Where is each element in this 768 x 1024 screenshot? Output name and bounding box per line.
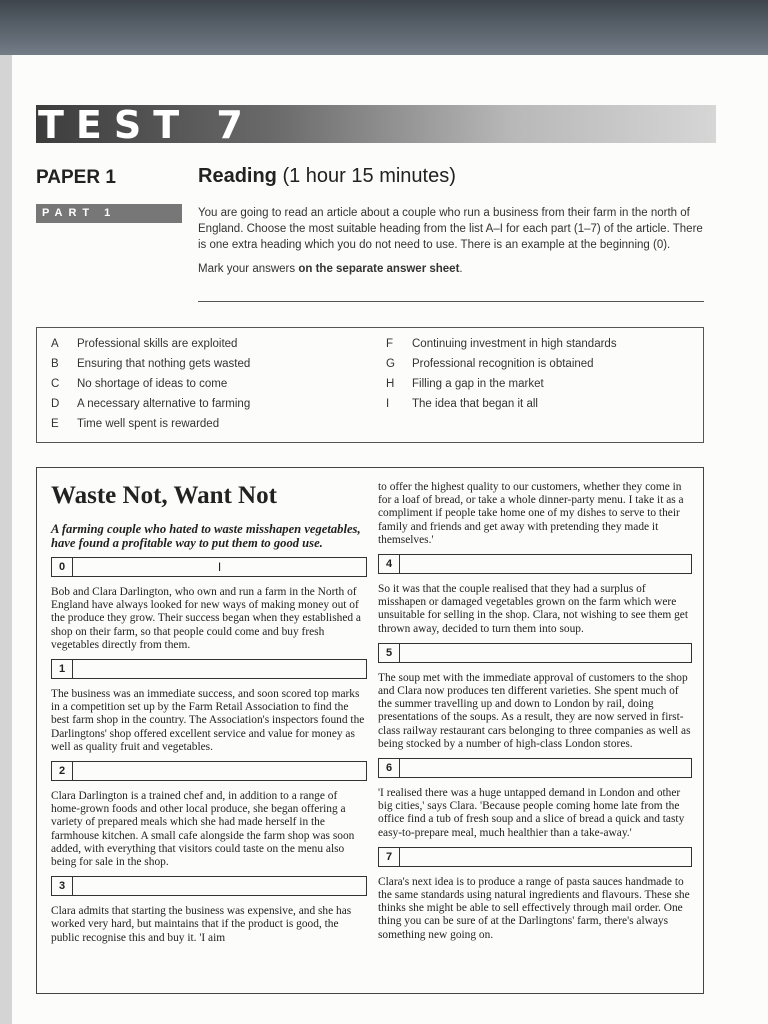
paragraph-3-continued: to offer the highest quality to our customers, whether they come in for a loaf of bread, or take a whole dinner-party menu. I take it as a compliment if people take home one of my dishes to serve to their family and friends and get away with pretending they made it themselves.'	[378, 481, 684, 546]
part-label: PART 1	[36, 204, 182, 223]
heading-item: G Professional recognition is obtained	[386, 358, 594, 370]
paragraph-7: Clara's next idea is to produce a range of pasta sauces handmade to the same standards using natural ingredients and flavours. These she thinks she might be able to sell effectively through mail order. One thing you can be sure of at the Darlingtons' farm, there's always something new going on.	[378, 875, 690, 941]
article-subtitle: A farming couple who hated to waste misshapen vegetables, have found a profitable way to put them to good use.	[51, 522, 361, 550]
heading-item: F Continuing investment in high standards	[386, 338, 617, 350]
heading-item: I The idea that began it all	[386, 398, 538, 410]
answer-box-2[interactable]: 2	[51, 761, 367, 781]
headings-list	[36, 327, 704, 443]
heading-item: H Filling a gap in the market	[386, 378, 544, 390]
paragraph-2: Clara Darlington is a trained chef and, in addition to a range of home-grown foods and other local produce, she began offering a variety of prepared meals which she had made herself in the farmhouse kitchen. A small cafe alongside the farm shop was soon added, with everything that visitors could taste on the menu also being for sale in the shop.	[51, 790, 355, 869]
reading-duration: (1 hour 15 minutes)	[282, 165, 456, 187]
article-column-right	[378, 481, 692, 942]
paragraph-3: Clara admits that starting the business was expensive, and she has worked very hard, but maintains that if the product is good, the public recognise this and buy it. 'I aim	[51, 905, 352, 944]
heading-item: B Ensuring that nothing gets wasted	[51, 358, 251, 370]
answer-box-1[interactable]: 1	[51, 659, 367, 679]
example-answer: I	[217, 560, 222, 574]
article-title: Waste Not, Want Not	[51, 482, 277, 509]
answer-box-7[interactable]: 7	[378, 847, 692, 867]
example-answer-box: 0 I	[51, 557, 367, 577]
headings-column-right	[386, 338, 617, 418]
scanner-background	[0, 0, 768, 58]
instructions	[198, 205, 710, 285]
paper-label: PAPER 1	[36, 167, 116, 188]
paragraph-5: The soup met with the immediate approval of customers to the shop and Clara now produces ten different varieties. She spent much of the summer travelling up and down to London by rail, doing presentations of the soups. As a result, they are now served in first-class railway restaurant cars belonging to three companies as well as being stocked by a number of high-class London stores.	[378, 671, 691, 750]
heading-item: C No shortage of ideas to come	[51, 378, 228, 390]
answer-sheet-note: Mark your answers on the separate answer sheet.	[198, 263, 463, 275]
reading-heading	[198, 165, 456, 188]
heading-item: A Professional skills are exploited	[51, 338, 238, 350]
heading-item: D A necessary alternative to farming	[51, 398, 251, 410]
instructions-text: You are going to read an article about a couple who run a business from their farm in the north of England. Choose the most suitable heading from the list A–I for each part (1–7) of the article. There is one extra heading which you do not need to use. There is an example at the beginning (0).	[198, 207, 703, 251]
answer-box-4[interactable]: 4	[378, 554, 692, 574]
article-box	[36, 467, 704, 994]
paragraph-1: The business was an immediate success, and soon scored top marks in a competition set up by the Farm Retail Association to find the best farm shop in the country. The Association's inspectors found the Darlingtons' shop offered excellent service and value for money as well as quality fruit and vegetables.	[51, 688, 365, 753]
document-page	[12, 55, 768, 1024]
divider	[198, 301, 704, 302]
paragraph-4: So it was that the couple realised that they had a surplus of misshapen or damaged vegetables grown on the farm which were unsuitable for selling in the shop. Clara, not wishing to see them get thrown away, decided to turn them into soup.	[378, 583, 689, 635]
answer-box-5[interactable]: 5	[378, 643, 692, 663]
test-title: TEST 7	[38, 103, 255, 147]
heading-item: E Time well spent is rewarded	[51, 418, 220, 430]
answer-box-3[interactable]: 3	[51, 876, 367, 896]
page-edge	[0, 55, 12, 1024]
paragraph-6: 'I realised there was a huge untapped demand in London and other big cities,' says Clara. 'Because people coming home late from the office find a tub of fresh soup and a slice of bread a quick and tasty easy-to-prepare meal, much healthier than a take-away.'	[378, 787, 685, 839]
headings-column-left	[51, 338, 250, 438]
reading-subject: Reading	[198, 165, 277, 187]
answer-box-6[interactable]: 6	[378, 758, 692, 778]
article-column-left	[51, 468, 367, 945]
paragraph-0: Bob and Clara Darlington, who own and run a farm in the North of England have always looked for new ways of making money out of the produce they grow. Their success began when they established a shop on their farm, so that people could come and buy fresh vegetables directly from them.	[51, 586, 361, 651]
